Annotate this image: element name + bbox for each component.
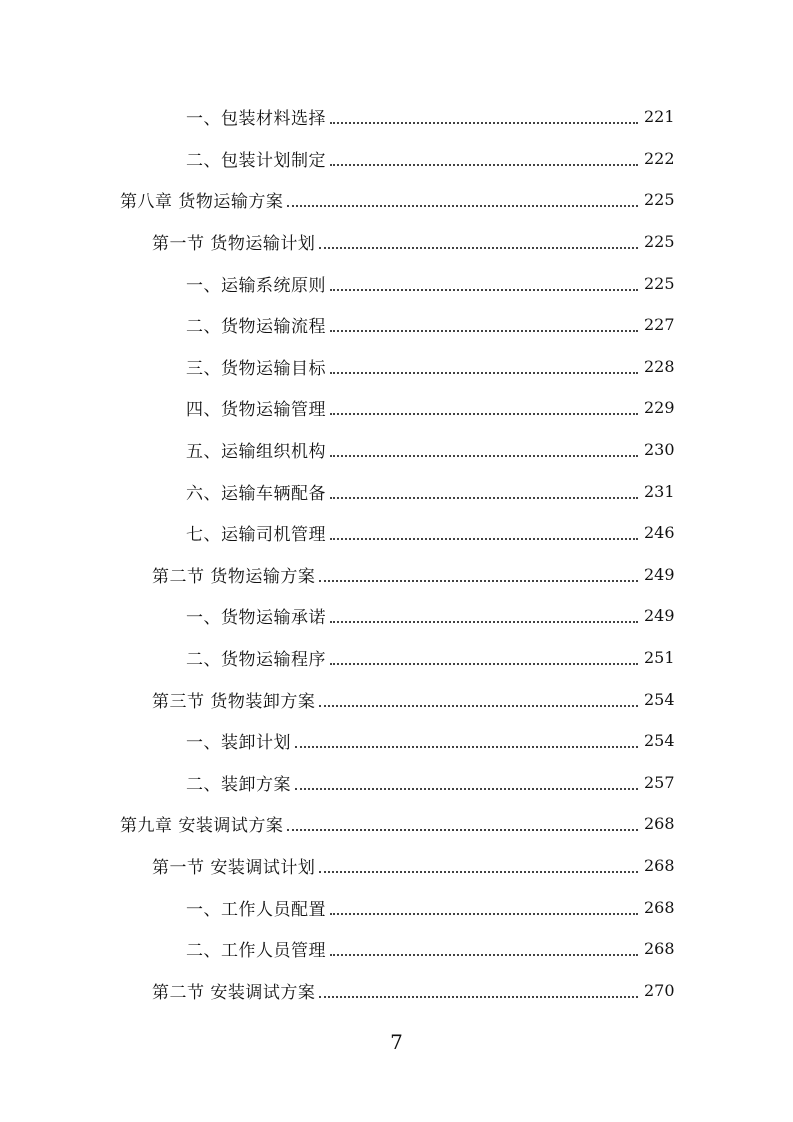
toc-entry[interactable]: [0, 803, 793, 845]
dot-leader: [330, 662, 638, 665]
toc-entry-title: 一、包装材料选择: [186, 109, 326, 130]
dot-leader: [330, 953, 638, 956]
dot-leader: [287, 828, 638, 831]
toc-entry-page: 228: [644, 356, 675, 376]
dot-leader: [287, 204, 638, 207]
toc-entry-page: 249: [644, 564, 675, 584]
toc-entry-page: 221: [644, 107, 675, 127]
toc-entry-page: 270: [644, 980, 675, 1000]
toc-entry[interactable]: [0, 762, 793, 804]
toc-entry-title: 三、货物运输目标: [186, 358, 326, 379]
toc-entry[interactable]: [0, 595, 793, 637]
toc-entry-title: 第一节 货物运输计划: [152, 234, 316, 255]
toc-entry-page: 229: [644, 398, 675, 418]
toc-entry-title: 一、货物运输承诺: [186, 608, 326, 629]
toc-entry[interactable]: [0, 637, 793, 679]
toc-entry-title: 第三节 货物装卸方案: [152, 691, 316, 712]
toc-entry-page: 254: [644, 731, 675, 751]
toc-entry-page: 227: [644, 315, 675, 335]
toc-entry-page: 225: [644, 273, 675, 293]
toc-entry[interactable]: [0, 886, 793, 928]
toc-entry-title: 第九章 安装调试方案: [120, 816, 284, 837]
toc-entry[interactable]: [0, 262, 793, 304]
toc-entry[interactable]: [0, 512, 793, 554]
toc-entry[interactable]: [0, 221, 793, 263]
toc-entry-page: 225: [644, 232, 675, 252]
toc-entry-page: 222: [644, 148, 675, 168]
toc-entry[interactable]: [0, 845, 793, 887]
dot-leader: [319, 579, 638, 582]
toc-entry-title: 第二节 安装调试方案: [152, 982, 316, 1003]
toc-entry[interactable]: [0, 304, 793, 346]
toc-entry[interactable]: [0, 429, 793, 471]
dot-leader: [330, 496, 638, 499]
toc-entry[interactable]: [0, 678, 793, 720]
toc-entry[interactable]: [0, 387, 793, 429]
toc-entry[interactable]: [0, 96, 793, 138]
dot-leader: [330, 454, 638, 457]
toc-entry-page: 249: [644, 606, 675, 626]
toc-entry-title: 二、包装计划制定: [186, 150, 326, 171]
toc-entry-title: 七、运输司机管理: [186, 525, 326, 546]
toc-entry-title: 第八章 货物运输方案: [120, 192, 284, 213]
dot-leader: [319, 995, 638, 998]
toc-entry-page: 254: [644, 689, 675, 709]
dot-leader: [319, 704, 638, 707]
dot-leader: [330, 329, 638, 332]
toc-entry-title: 第二节 货物运输方案: [152, 566, 316, 587]
toc-entry-page: 225: [644, 190, 675, 210]
toc-entry-title: 二、装卸方案: [186, 774, 291, 795]
toc-entry-title: 五、运输组织机构: [186, 442, 326, 463]
toc-entry[interactable]: [0, 720, 793, 762]
toc-entry-page: 246: [644, 523, 675, 543]
dot-leader: [330, 163, 638, 166]
toc-entry-title: 四、货物运输管理: [186, 400, 326, 421]
dot-leader: [330, 912, 638, 915]
toc-entry-page: 257: [644, 772, 675, 792]
toc-entry-title: 六、运输车辆配备: [186, 483, 326, 504]
toc-entry[interactable]: [0, 470, 793, 512]
toc-entry-page: 268: [644, 814, 675, 834]
toc-entry-page: 268: [644, 897, 675, 917]
toc-entry[interactable]: [0, 138, 793, 180]
dot-leader: [330, 121, 638, 124]
toc-entry-title: 二、货物运输流程: [186, 317, 326, 338]
toc-entry[interactable]: [0, 179, 793, 221]
toc-entry[interactable]: [0, 969, 793, 1011]
dot-leader: [319, 870, 638, 873]
dot-leader: [319, 246, 638, 249]
toc-entry-title: 第一节 安装调试计划: [152, 857, 316, 878]
dot-leader: [295, 745, 638, 748]
dot-leader: [330, 288, 638, 291]
toc-entry-title: 二、工作人员管理: [186, 941, 326, 962]
toc-entry-title: 一、运输系统原则: [186, 275, 326, 296]
toc-entry-page: 230: [644, 440, 675, 460]
dot-leader: [330, 412, 638, 415]
toc-entry-page: 251: [644, 648, 675, 668]
dot-leader: [295, 787, 638, 790]
toc-entry[interactable]: [0, 346, 793, 388]
toc-entry-page: 268: [644, 855, 675, 875]
dot-leader: [330, 371, 638, 374]
toc-entry-title: 二、货物运输程序: [186, 650, 326, 671]
toc-entry-title: 一、装卸计划: [186, 733, 291, 754]
toc-entry-page: 231: [644, 481, 675, 501]
toc-entry[interactable]: [0, 554, 793, 596]
dot-leader: [330, 620, 638, 623]
toc-entry[interactable]: [0, 928, 793, 970]
page-number: 7: [390, 1030, 403, 1054]
toc-entry-title: 一、工作人员配置: [186, 899, 326, 920]
table-of-contents: [0, 96, 793, 1011]
dot-leader: [330, 537, 638, 540]
toc-entry-page: 268: [644, 939, 675, 959]
